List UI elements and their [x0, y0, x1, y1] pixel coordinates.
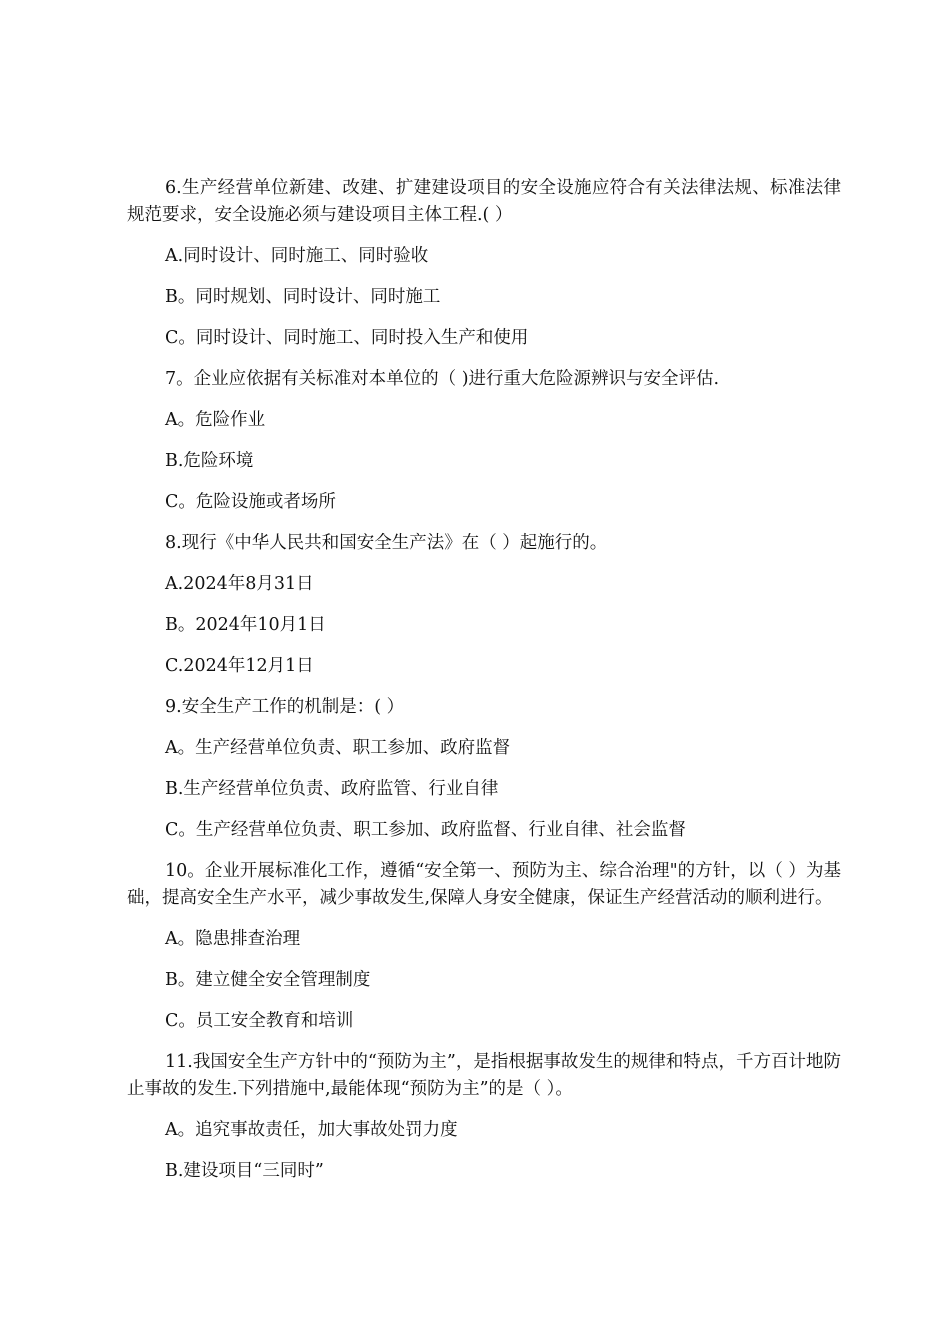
question-list	[127, 175, 841, 1199]
question-7-option-c: C。危险设施或者场所	[165, 492, 336, 512]
question-6-option-a: A.同时设计、同时施工、同时验收	[165, 246, 429, 266]
question-7-stem: 7。企业应依据有关标准对本单位的（ )进行重大危险源辨识与安全评估.	[165, 369, 720, 389]
question-7-option-a: A。危险作业	[165, 410, 266, 430]
question-8-option-c: C.2024年12月1日	[165, 656, 314, 676]
question-8-stem: 8.现行《中华人民共和国安全生产法》在（ ）起施行的。	[165, 533, 608, 553]
question-9-stem: 9.安全生产工作的机制是：( ）	[165, 697, 405, 717]
question-11-option-a: A。追究事故责任，加大事故处罚力度	[165, 1120, 458, 1140]
question-9-option-a: A。生产经营单位负责、职工参加、政府监督	[165, 738, 511, 758]
question-7-option-b: B.危险环境	[165, 451, 254, 471]
question-8-option-b: B。2024年10月1日	[165, 615, 326, 635]
question-11-option-b: B.建设项目“三同时”	[165, 1161, 324, 1181]
question-6-option-b: B。同时规划、同时设计、同时施工	[165, 287, 441, 307]
question-6-stem: 6.生产经营单位新建、改建、扩建建设项目的安全设施应符合有关法律法规、标准法律规范要求，安全设施必须与建设项目主体工程.( ）	[127, 178, 841, 225]
question-10-option-a: A。隐患排查治理	[165, 929, 301, 949]
question-10-option-c: C。员工安全教育和培训	[165, 1011, 354, 1031]
question-9-option-c: C。生产经营单位负责、职工参加、政府监督、行业自律、社会监督	[165, 820, 686, 840]
question-10-stem: 10。企业开展标准化工作，遵循“安全第一、预防为主、综合治理"的方针，以（ ）为基础，提高安全生产水平，减少事故发生,保障人身安全健康，保证生产经营活动的顺利进行。	[127, 861, 841, 908]
question-8-option-a: A.2024年8月31日	[165, 574, 314, 594]
question-11-stem: 11.我国安全生产方针中的“预防为主”，是指根据事故发生的规律和特点，千方百计地防止事故的发生.下列措施中,最能体现“预防为主”的是（ ）。	[127, 1052, 841, 1099]
question-9-option-b: B.生产经营单位负责、政府监管、行业自律	[165, 779, 499, 799]
question-6-option-c: C。同时设计、同时施工、同时投入生产和使用	[165, 328, 529, 348]
question-10-option-b: B。建立健全安全管理制度	[165, 970, 371, 990]
